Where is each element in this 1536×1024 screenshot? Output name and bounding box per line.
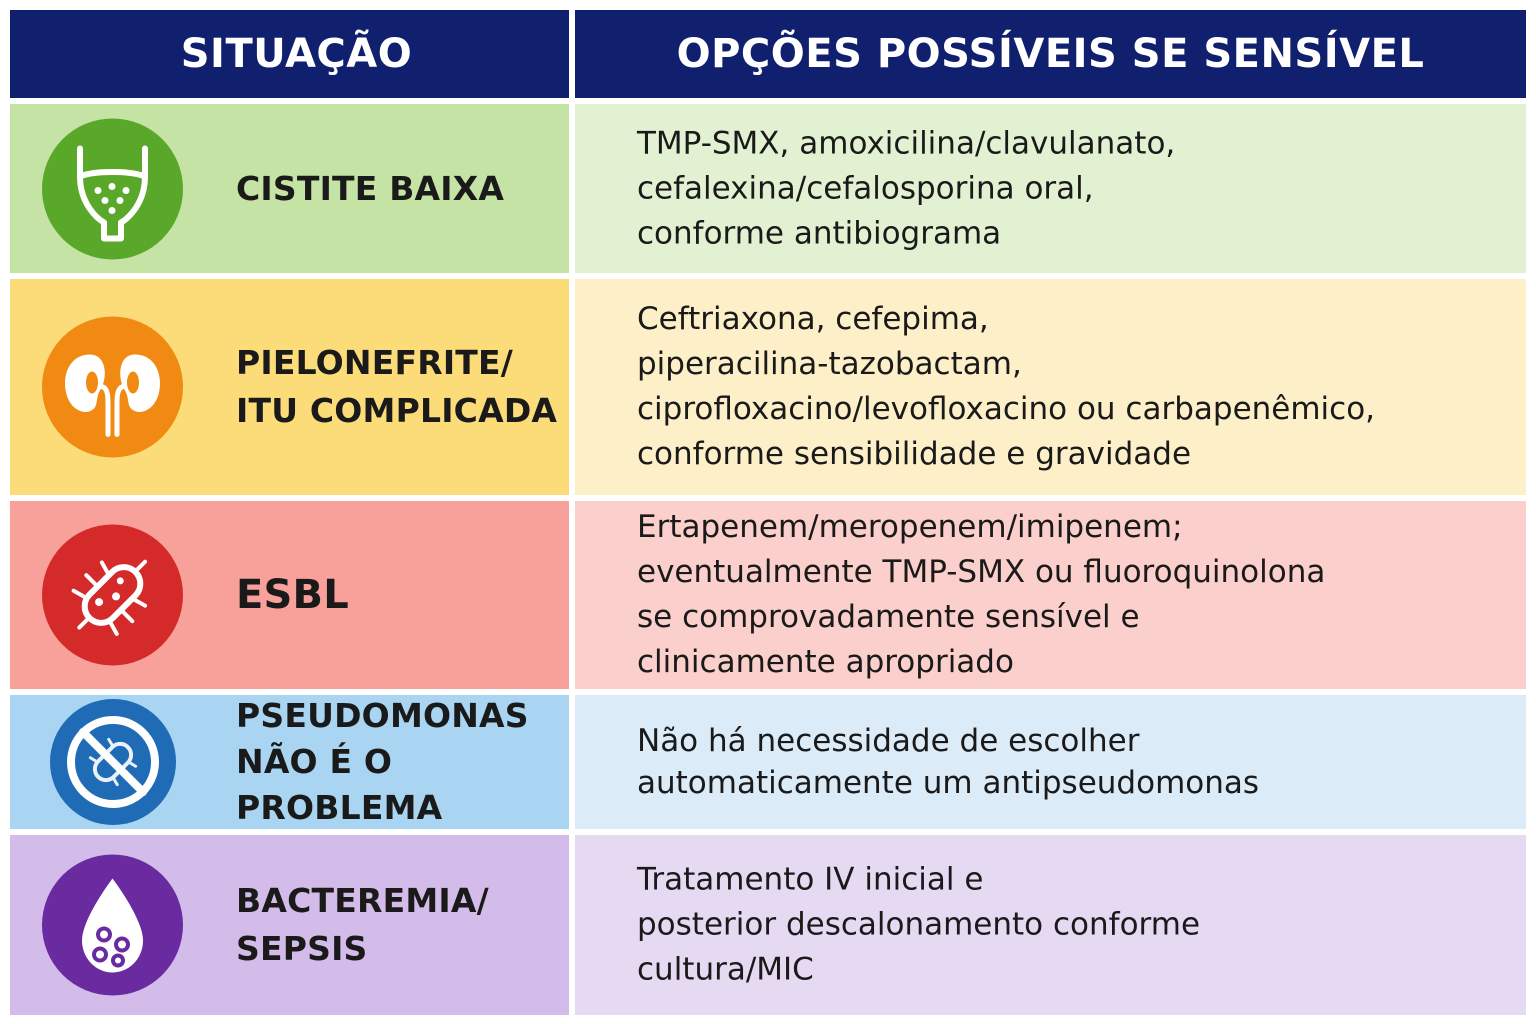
- kidneys-icon: [42, 317, 183, 458]
- bacterium-icon: [42, 525, 183, 666]
- situation-cell: [10, 279, 569, 495]
- options-text: Ceftriaxona, cefepima, piperacilina-tazobactam, ciprofloxacino/levofloxacino ou carbapenêmico, conforme sensibilidade e gravidade: [637, 301, 1376, 472]
- situation-label: BACTEREMIA/ SEPSIS: [236, 881, 489, 968]
- options-cell: [575, 695, 1526, 829]
- table-row-pseudomonas: [10, 695, 1526, 829]
- situation-label: PSEUDOMONAS NÃO É O PROBLEMA: [236, 696, 529, 827]
- options-text: TMP-SMX, amoxicilina/clavulanato, cefalexina/cefalosporina oral, conforme antibiograma: [637, 125, 1176, 251]
- table-row-pielonefrite: [10, 279, 1526, 495]
- table-row-bacteremia: [10, 835, 1526, 1015]
- header-options-label: OPÇÕES POSSÍVEIS SE SENSÍVEL: [676, 31, 1425, 77]
- situation-label: PIELONEFRITE/ ITU COMPLICADA: [236, 343, 558, 430]
- no-bacteria-icon: [50, 699, 176, 825]
- situation-cell: [10, 695, 569, 829]
- table-row-cistite: [10, 104, 1526, 273]
- options-cell: [575, 501, 1526, 689]
- options-cell: [575, 835, 1526, 1015]
- table-header: [10, 10, 1526, 98]
- situation-label: ESBL: [236, 572, 349, 618]
- situation-label: CISTITE BAIXA: [236, 168, 505, 208]
- situation-cell: [10, 501, 569, 689]
- bladder-icon: [42, 118, 183, 259]
- treatment-table: [10, 10, 1526, 1015]
- situation-cell: [10, 104, 569, 273]
- header-situation-cell: [10, 10, 569, 98]
- options-text: Tratamento IV inicial e posterior descalonamento conforme cultura/MIC: [637, 861, 1201, 988]
- blood-drop-icon: [42, 855, 183, 996]
- header-situation-label: SITUAÇÃO: [180, 31, 413, 77]
- options-text: Ertapenem/meropenem/imipenem; eventualmente TMP-SMX ou fluoroquinolona se comprovadamente sensível e clinicamente apropriado: [637, 509, 1326, 680]
- options-cell: [575, 104, 1526, 273]
- situation-cell: [10, 835, 569, 1015]
- header-options-cell: [575, 10, 1526, 98]
- options-text: Não há necessidade de escolher automaticamente um antipseudomonas: [637, 723, 1260, 801]
- table-row-esbl: [10, 501, 1526, 689]
- options-cell: [575, 279, 1526, 495]
